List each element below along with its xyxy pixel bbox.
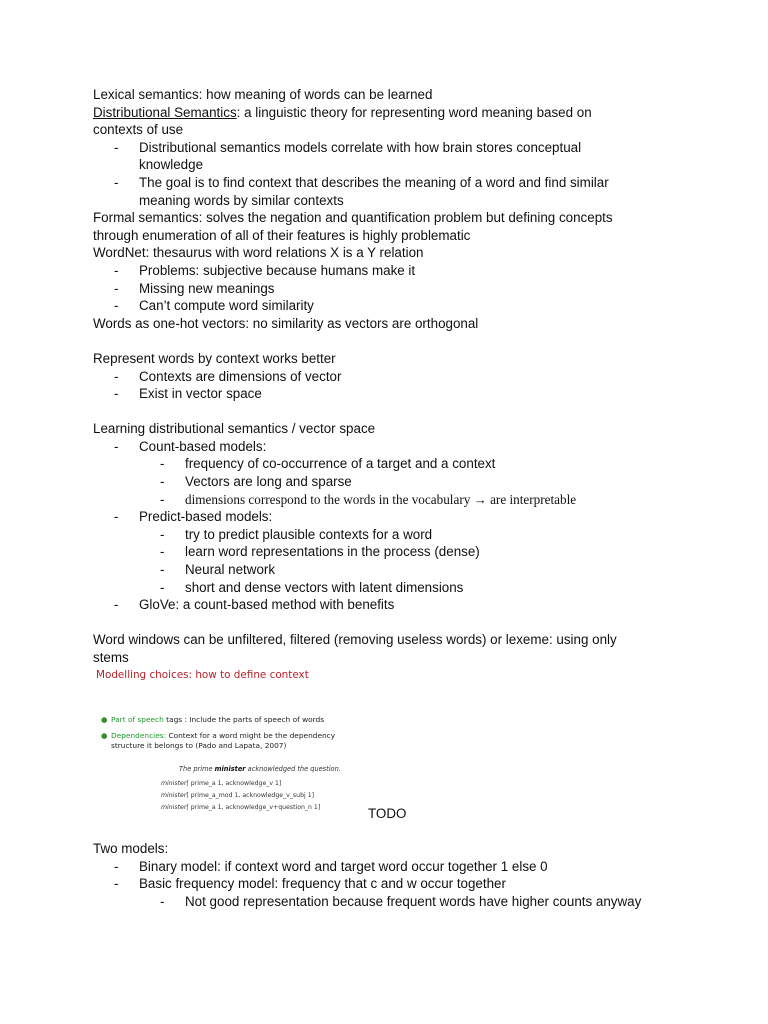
paragraph-context-representation: Represent words by context works better [93, 350, 336, 366]
list-item-continuation [93, 192, 693, 210]
sublist-item [93, 561, 693, 579]
list-item [93, 438, 693, 456]
vector-features: [ prime_a_mod 1, acknowledge_v_subj 1] [186, 791, 315, 799]
slide-example-vector [161, 799, 320, 817]
list-item-text: frequency of co-occurrence of a target and a context [185, 456, 496, 472]
paragraph-distributional-semantics [93, 104, 693, 122]
list-item-text: short and dense vectors with latent dimensions [185, 579, 464, 595]
list-item [93, 174, 693, 192]
sublist-item [93, 893, 693, 911]
list-dash: - [114, 298, 119, 314]
paragraph-lexical-semantics: Lexical semantics: how meaning of words can be learned [93, 87, 433, 102]
list-dash: - [114, 262, 119, 278]
figure-row [93, 669, 693, 823]
list-item [93, 139, 693, 157]
blank-line [93, 823, 693, 841]
paragraph-formal-semantics: Formal semantics: solves the negation and quantification problem but defining concepts [93, 210, 613, 226]
list-item-text: Exist in vector space [139, 386, 262, 402]
sentence-target-word: minister [214, 764, 246, 773]
list-dash: - [114, 139, 119, 155]
blank-line [93, 614, 693, 632]
list-item-text: Predict-based models: [139, 509, 273, 525]
slide-text: tags : Include the parts of speech of words [163, 714, 325, 724]
list-dash: - [114, 438, 119, 454]
list-item-text: knowledge [139, 157, 204, 173]
paragraph-wordnet: WordNet: thesaurus with word relations X is a Y relation [93, 245, 424, 261]
list-item-text: learn word representations in the process (dense) [185, 544, 480, 560]
slide-bullet-continuation: structure it belongs to (Pado and Lapata, 2007) [111, 740, 287, 750]
embedded-slide-image [93, 669, 365, 819]
list-item-text: Basic frequency model: frequency that c and w occur together [139, 876, 506, 892]
list-dash: - [160, 526, 165, 542]
list-dash: - [160, 579, 165, 595]
list-item [93, 368, 693, 386]
list-item-text: dimensions correspond to the words in the vocabulary → are interpretable [185, 491, 577, 507]
list-item-text: Problems: subjective because humans make it [139, 262, 416, 278]
list-dash: - [114, 386, 119, 402]
sublist-item [93, 491, 693, 509]
vector-features: [ prime_a 1, acknowledge_v+question_n 1] [186, 803, 321, 811]
vector-word: minister [161, 791, 187, 799]
list-dash: - [114, 876, 119, 892]
list-item-text: Missing new meanings [139, 280, 275, 296]
list-dash: - [160, 562, 165, 578]
list-item-text: Binary model: if context word and target word occur together 1 else 0 [139, 858, 548, 874]
vector-word: minister [161, 803, 187, 811]
list-item-text: meaning words by similar contexts [139, 192, 344, 208]
list-item-text: Vectors are long and sparse [185, 474, 352, 490]
list-item [93, 596, 693, 614]
vector-word: minister [161, 779, 187, 787]
list-item [93, 385, 693, 403]
list-item-text: Distributional semantics models correlate with how brain stores conceptual [139, 139, 582, 155]
list-dash: - [160, 544, 165, 560]
list-item [93, 280, 693, 298]
paragraph-one-hot: Words as one-hot vectors: no similarity as vectors are orthogonal [93, 315, 479, 331]
list-dash: - [114, 174, 119, 190]
vector-features: [ prime_a 1, acknowledge_v 1] [186, 779, 282, 787]
list-item [93, 875, 693, 893]
list-item [93, 297, 693, 315]
list-dash: - [114, 858, 119, 874]
list-item-text: Contexts are dimensions of vector [139, 368, 342, 384]
list-item-text: GloVe: a count-based method with benefits [139, 597, 395, 613]
list-dash: - [160, 491, 165, 507]
list-dash: - [114, 280, 119, 296]
blank-line [93, 403, 693, 421]
list-item [93, 858, 693, 876]
bullet-dot-icon: ● [101, 730, 108, 740]
paragraph-learning: Learning distributional semantics / vector space [93, 421, 376, 437]
sublist-item [93, 455, 693, 473]
list-dash: - [160, 474, 165, 490]
list-dash: - [114, 509, 119, 525]
list-item-text: try to predict plausible contexts for a word [185, 526, 433, 542]
list-dash: - [160, 456, 165, 472]
list-item-text: Not good representation because frequent words have higher counts anyway [185, 893, 642, 909]
paragraph-continuation: stems [93, 650, 129, 665]
slide-bullet [101, 730, 336, 741]
list-item-text: The goal is to find context that describes the meaning of a word and find similar [139, 174, 609, 190]
todo-note: TODO [368, 805, 407, 821]
list-item [93, 262, 693, 280]
list-item-text: Can’t compute word similarity [139, 298, 314, 314]
slide-title: Modelling choices: how to define context [96, 668, 309, 681]
sublist-item [93, 526, 693, 544]
list-item-text: Neural network [185, 562, 276, 578]
term-distributional-semantics: Distributional Semantics [93, 104, 237, 120]
list-dash: - [114, 368, 119, 384]
paragraph-continuation: through enumeration of all of their features is highly problematic [93, 227, 471, 243]
blank-line [93, 332, 693, 350]
list-dash: - [114, 597, 119, 613]
list-item-continuation [93, 156, 693, 174]
paragraph-word-windows: Word windows can be unfiltered, filtered (removing useless words) or lexeme: using only [93, 632, 617, 648]
slide-term: Dependencies: [111, 730, 167, 740]
slide-bullet [101, 714, 325, 725]
sentence-part: The prime [179, 764, 215, 773]
list-item-text: Count-based models: [139, 438, 267, 454]
slide-text: Context for a word might be the dependency [166, 730, 336, 740]
definition-text: : a linguistic theory for representing word meaning based on [236, 104, 592, 120]
sentence-part: acknowledged the question. [245, 764, 341, 773]
slide-term: Part of speech [111, 714, 164, 724]
sublist-item [93, 543, 693, 561]
list-dash: - [160, 893, 165, 909]
paragraph-continuation: contexts of use [93, 122, 184, 138]
document-page [93, 86, 693, 911]
paragraph-two-models: Two models: [93, 841, 169, 857]
bullet-dot-icon: ● [101, 714, 108, 724]
sublist-item [93, 473, 693, 491]
list-item [93, 508, 693, 526]
sublist-item [93, 579, 693, 597]
